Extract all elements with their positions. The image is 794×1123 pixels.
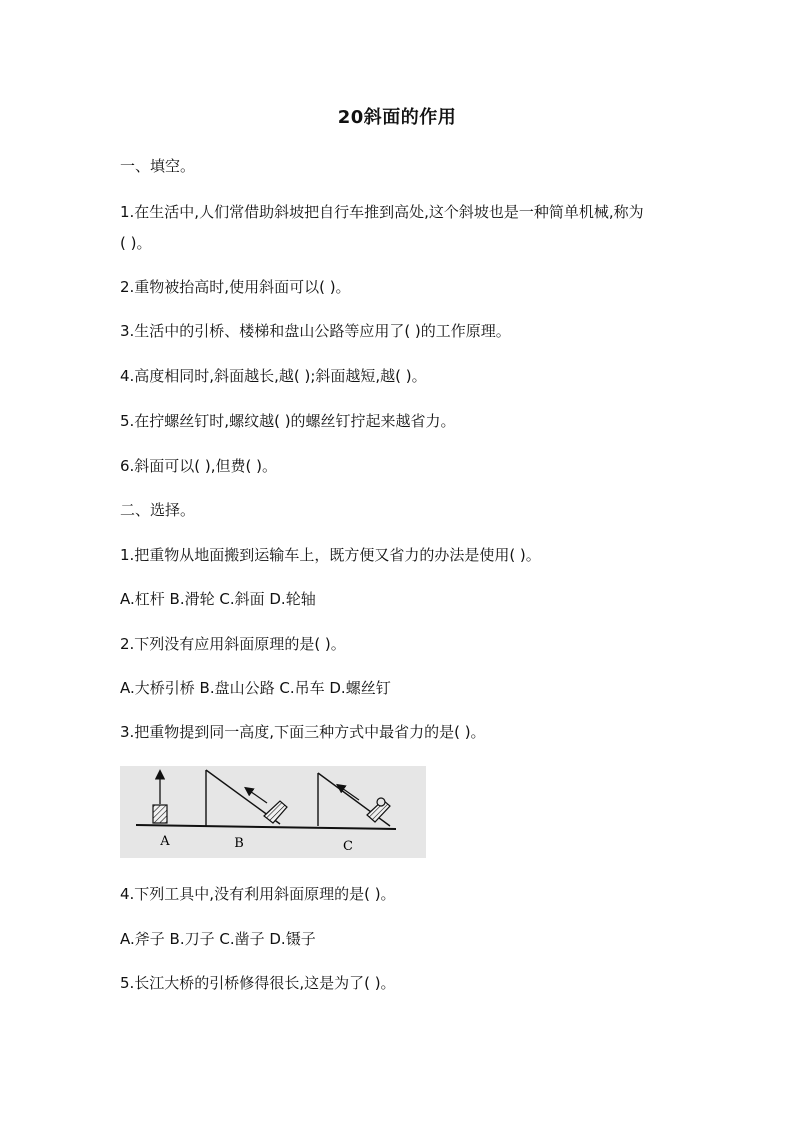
fill-question-5: 5.在拧螺丝钉时,螺纹越( )的螺丝钉拧起来越省力。 <box>120 412 456 430</box>
fill-question-1-line-2: ( )。 <box>120 234 152 252</box>
section-choice-heading: 二、选择。 <box>120 501 196 519</box>
fill-question-6: 6.斜面可以( ),但费( )。 <box>120 457 278 475</box>
fill-question-4: 4.高度相同时,斜面越长,越( );斜面越短,越( )。 <box>120 367 427 385</box>
fill-question-3: 3.生活中的引桥、楼梯和盘山公路等应用了( )的工作原理。 <box>120 322 511 340</box>
weight-b <box>264 801 287 823</box>
choice-question-1-options: A.杠杆 B.滑轮 C.斜面 D.轮轴 <box>120 590 316 608</box>
page-title: 20斜面的作用 <box>337 107 457 128</box>
inclined-plane-diagram <box>120 766 426 858</box>
choice-question-1: 1.把重物从地面搬到运输车上，既方便又省力的办法是使用( )。 <box>120 546 541 564</box>
choice-question-4-options: A.斧子 B.刀子 C.凿子 D.镊子 <box>120 930 316 948</box>
force-arrow-b <box>247 789 267 803</box>
fill-question-2: 2.重物被抬高时,使用斜面可以( )。 <box>120 278 351 296</box>
fill-question-1-line-1: 1.在生活中,人们常借助斜坡把自行车推到高处,这个斜坡也是一种简单机械,称为 <box>120 203 644 221</box>
force-arrow-c <box>339 786 359 800</box>
choice-question-2: 2.下列没有应用斜面原理的是( )。 <box>120 635 346 653</box>
choice-question-5: 5.长江大桥的引桥修得很长,这是为了( )。 <box>120 974 396 992</box>
figure-label-b: B <box>234 836 244 851</box>
inclined-plane-figure <box>120 766 426 858</box>
figure-label-a: A <box>160 834 170 849</box>
choice-question-3: 3.把重物提到同一高度,下面三种方式中最省力的是( )。 <box>120 723 486 741</box>
ground-line <box>136 825 396 829</box>
choice-question-4: 4.下列工具中,没有利用斜面原理的是( )。 <box>120 885 396 903</box>
pulley-c <box>377 798 385 806</box>
choice-question-2-options: A.大桥引桥 B.盘山公路 C.吊车 D.螺丝钉 <box>120 679 391 697</box>
section-fill-heading: 一、填空。 <box>120 157 196 175</box>
figure-label-c: C <box>343 839 353 854</box>
weight-a <box>153 805 167 823</box>
